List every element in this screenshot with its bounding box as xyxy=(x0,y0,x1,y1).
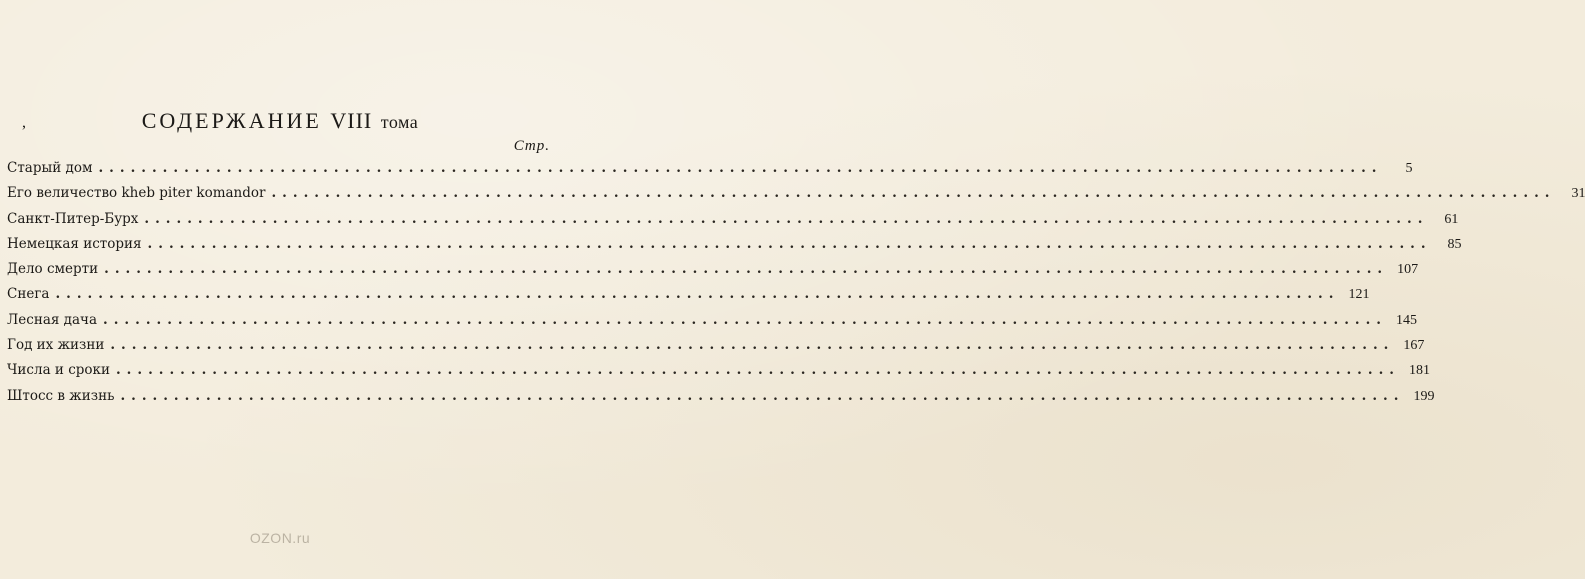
toc-entry[interactable] xyxy=(7,261,1419,286)
toc-entry[interactable] xyxy=(7,337,1425,362)
toc-entry-title: Числа и сроки xyxy=(7,362,110,379)
page-column-label: Стр. xyxy=(513,138,550,154)
toc-entry[interactable] xyxy=(7,235,1462,261)
toc-entry-page: 5 xyxy=(1405,161,1413,176)
toc-entry[interactable] xyxy=(7,311,1418,337)
toc-entry-title: Старый дом xyxy=(7,160,93,176)
toc-entry-page: 121 xyxy=(1348,287,1370,303)
dot-leader: ........................................................................................................................ xyxy=(110,337,1395,354)
toc-entry[interactable] xyxy=(7,160,1413,185)
dot-leader: ........................................................................................................................ xyxy=(147,235,1432,252)
toc-entry[interactable] xyxy=(7,185,1585,210)
toc-entry-page: 85 xyxy=(1447,236,1462,252)
toc-entry-title: Лесная дача xyxy=(7,311,98,328)
volume-number: VIII xyxy=(330,108,373,133)
dot-leader: ........................................................................................................................ xyxy=(55,286,1340,303)
toc-entry-title: Снега xyxy=(7,286,50,303)
toc-entry-page: 199 xyxy=(1413,388,1435,404)
dot-leader: ........................................................................................................................ xyxy=(120,387,1405,404)
toc-entry-page: 107 xyxy=(1397,262,1419,278)
page-title xyxy=(0,108,560,134)
dot-leader: ........................................................................................................................ xyxy=(103,311,1388,328)
dot-leader: ........................................................................................................................ xyxy=(144,210,1429,227)
toc-entry-page: 181 xyxy=(1408,363,1430,379)
watermark-logo: OZON.ru xyxy=(249,530,311,546)
stray-mark: , xyxy=(22,114,26,131)
toc-entry[interactable] xyxy=(7,387,1435,413)
toc-entry-title: Штосс в жизнь xyxy=(7,387,115,404)
dot-leader: ........................................................................................................................ xyxy=(271,185,1556,202)
toc-entry-title: Год их жизни xyxy=(7,337,105,354)
title-suffix: тома xyxy=(380,112,419,132)
title-word: СОДЕРЖАНИЕ xyxy=(141,108,322,133)
toc-entry-title: Немецкая история xyxy=(7,235,142,252)
toc-entry-title: Санкт-Питер-Бурх xyxy=(7,210,139,227)
toc-entry[interactable] xyxy=(7,210,1459,236)
dot-leader: ........................................................................................................................ xyxy=(98,160,1383,176)
toc-entry-title: Дело смерти xyxy=(7,261,99,278)
toc-entry[interactable] xyxy=(7,286,1370,311)
toc-entry-page: 167 xyxy=(1403,338,1425,354)
toc-entry-page: 61 xyxy=(1444,211,1459,227)
table-of-contents xyxy=(7,160,1585,413)
dot-leader: ........................................................................................................................ xyxy=(115,362,1400,379)
toc-entry-title: Его величество kheb piter komandor xyxy=(7,185,266,202)
dot-leader: ........................................................................................................................ xyxy=(104,261,1389,278)
toc-entry[interactable] xyxy=(7,362,1430,387)
toc-entry-page: 31 xyxy=(1571,186,1585,202)
toc-entry-page: 145 xyxy=(1396,312,1418,328)
